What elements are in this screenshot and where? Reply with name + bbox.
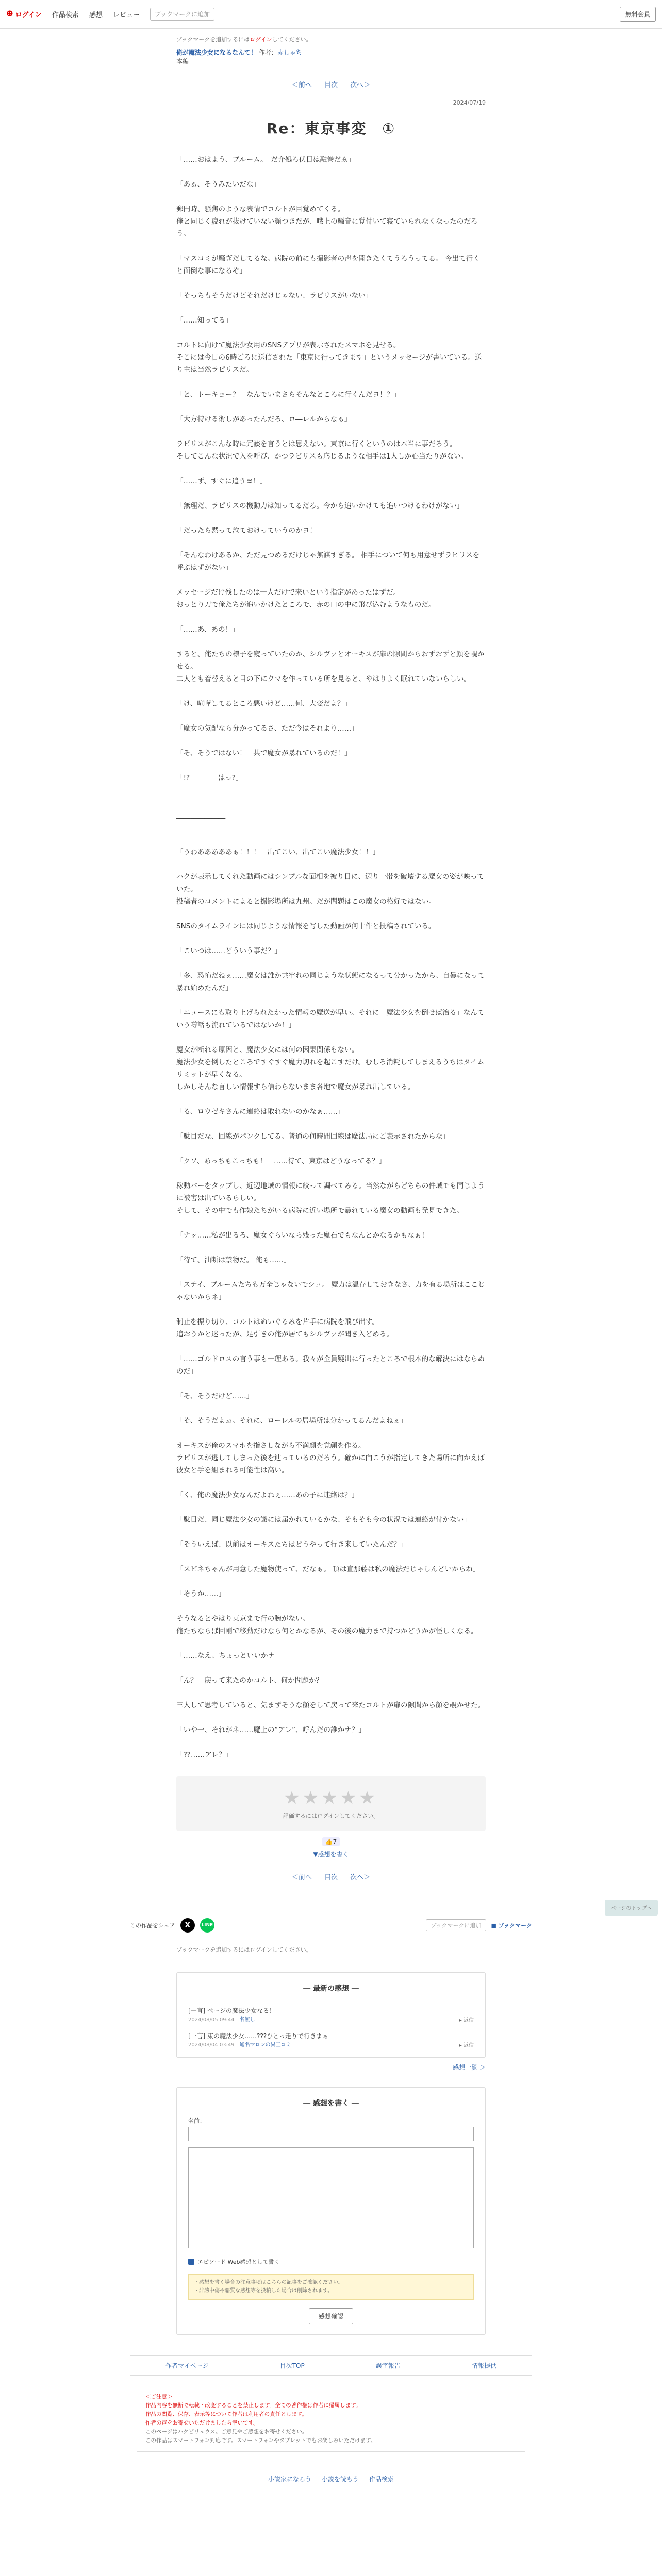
body-paragraph: 「……あ、あの！」 <box>176 625 239 634</box>
nav-review[interactable]: レビュー <box>112 11 140 19</box>
body-paragraph: 「と、トーキョー？ なんでいまさらそんなところに行くんだヨ！？」 <box>176 391 401 399</box>
body-paragraph: 「……ず、すぐに追うヨ！」 <box>176 477 267 485</box>
review-title[interactable]: [一言] ページの魔法少女なる！ <box>188 2007 275 2014</box>
review-form <box>176 2087 486 2335</box>
toc-link-bottom[interactable]: 目次 <box>324 1874 338 1882</box>
body-paragraph: 「る、ロウゼキさんに連絡は取れないのかなぁ……」 <box>176 1108 345 1116</box>
read-link[interactable]: 小説を読もう <box>321 2476 359 2483</box>
body-paragraph: 「マスコミが騒ぎだしてるな。病院の前にも撮影者の声を聞きたくてうろうってる。 今出て行くと面倒な事になるぞ」 <box>176 255 480 275</box>
review-list-link[interactable]: 感想一覧 ＞ <box>453 2064 486 2071</box>
series-info: 俺が魔法少女になるなんて！ 作者：赤しゃち 本編 <box>176 48 486 66</box>
nav-search[interactable]: 作品検索 <box>52 11 79 19</box>
name-label: 名前： <box>188 2117 205 2124</box>
pager-top <box>176 79 486 89</box>
body-paragraph: オーキスが俺のスマホを指さしながら不満顔を覚顔を作る。 ラピリスが逃してしまった後を辿っているのだろう。確かに向こうが指定してきた場所に向かえば彼女と手を組まれる可能性は高い。 <box>176 1442 485 1475</box>
body-paragraph: 魔女が断れる原因と、魔法少女には何の因果関係もない。 魔法少女を倒したところですぐすぐ魔力切れを起こすだけ。むしろ消耗してしまえるうちはタイムリミットが早くなる。 しかしそんな言しい情報すら信わらないまま各地で魔女が暴れ出している。 <box>176 1046 485 1091</box>
body-paragraph: 「うわあああああぁ！！！ 出てこい、出てこい魔法少女！！」 <box>176 848 380 856</box>
series-title-link[interactable]: 俺が魔法少女になるなんて！ <box>176 49 257 56</box>
pager-bottom <box>176 1872 486 1882</box>
author-link[interactable]: 赤しゃち <box>277 49 302 56</box>
body-paragraph: 「そ、そうだよぉ。それに、ローレルの居場所は分かってるんだよねぇ」 <box>176 1417 407 1425</box>
body-paragraph: 「ん？ 戻って来たのかコルト、何か問題か？」 <box>176 1676 330 1685</box>
body-paragraph: 「ナッ……私が出るろ、魔女ぐらいなら残った魔石でもなんとかなるかもなぁ！」 <box>176 1231 436 1240</box>
body-paragraph: 「大方特ける術しがあったんだろ、ロ―レルからなぁ」 <box>176 415 352 423</box>
x-share-icon[interactable]: X <box>180 1918 195 1933</box>
line-share-icon[interactable]: LINE <box>200 1918 214 1933</box>
rating-box <box>176 1776 486 1831</box>
write-review-link[interactable]: ▼感想を書く <box>313 1851 349 1858</box>
review-user[interactable]: 通名マロンの異王コミ <box>239 2042 291 2048</box>
review-user[interactable]: 名無し <box>239 2017 255 2023</box>
prev-link[interactable]: ＜前へ <box>291 81 312 89</box>
footer-notice: ＜ご注意＞ 作品内容を無断で転載・改変することを禁止します。全ての著作権は作者に帰属します。 作品の閲覧、保存、表示等について作者は利用者の責任とします。 作者の声をお寄せいただけましたら幸いです。 このページはハクピリュウス。ご意見やご感想をお寄せください。 この作品はスマートフォン対応です。スマートフォンやタブレットでもお楽しみいただけます。 <box>137 2386 525 2452</box>
bottom-nav <box>0 2475 662 2483</box>
body-paragraph: ラピリスがこんな時に冗談を言うとは思えない。東京に行くというのは本当に事だろう。 そしてこんな状況で入を呼び、かつラピリスも応じるような相手は1人しか心当たりがない。 <box>176 440 468 461</box>
next-link[interactable]: 次へ＞ <box>350 81 371 89</box>
body-paragraph: そうなるとやはり東京まで行の腕がない。 俺たちならば回剛で移動だけなら何とかなるが、その後の魔力まで持つかどうかが怪しくなる。 <box>176 1615 478 1635</box>
body-paragraph: 制止を振り切り、コルトはぬいぐるみを片手に病院を飛び出す。 追おうかと迷ったが、足引きの俺が居てもシルヴァが聞き入どめる。 <box>176 1318 393 1338</box>
body-paragraph: 「あぁ、そうみたいだな」 <box>176 180 260 189</box>
body-paragraph: 「??……アレ？」」 <box>176 1751 236 1759</box>
body-paragraph: 稼動バーをタップし、近辺地域の情報に絞って調べてみる。当然ながらどちらの件域でも同じように被害は出ているらしい。 そして、その中でも作娘たちがいる病院に近い場所で暴れている魔女の動画も発見できた。 <box>176 1182 485 1215</box>
share-bar <box>130 1918 532 1933</box>
episode-checkbox[interactable]: エピソード Web感想として書く <box>188 2258 474 2266</box>
body-paragraph: 「駄目だ、同じ魔法少女の識には届かれているかな、そもそも今の状況では連絡が付かない」 <box>176 1516 471 1524</box>
post-date: 2024/07/19 <box>453 99 486 106</box>
chapter-title: Re：東京事変 ① <box>266 120 396 137</box>
body-paragraph: ______________________________ ______________ _______ <box>176 799 282 832</box>
latest-reviews <box>176 1972 486 2058</box>
add-bookmark-button[interactable]: ブックマークに追加 <box>150 8 214 21</box>
rating-note: 評価するにはログインしてください。 <box>283 1812 379 1819</box>
toc-top-link[interactable]: 目次TOP <box>279 2362 305 2369</box>
body-paragraph: 「そういえば、以前はオーキスたちはどうやって行き来していたんだ？」 <box>176 1540 408 1549</box>
body-paragraph: すると、俺たちの様子を窺っていたのか、シルヴァとオーキスが扉の隙間からおずおずと顔を覗かせる。 二人とも着替えると目の下にクマを作っている所を見ると、やはりよく眠れていないらしい。 <box>176 650 485 683</box>
body-paragraph: メッセージだけ残したのは一人だけで来いという指定があったはずだ。 おっとり刀で俺たちが追いかけたところで、赤の口の中に飛び込むようなものだ。 <box>176 588 436 609</box>
body-paragraph: 「そうか……」 <box>176 1590 226 1598</box>
bookmark-notice: ブックマークを追加するにはログインしてください。 <box>176 36 312 43</box>
review-item: [一言] 東の魔法少女……???ひとっ走りで行きまぁ 2024/08/04 03:49 通名マロンの異王コミ ▸ 返信 <box>188 2027 474 2052</box>
typo-report-link[interactable]: 誤字報告 <box>375 2362 401 2369</box>
next-link-bottom[interactable]: 次へ＞ <box>350 1874 371 1882</box>
name-input[interactable] <box>188 2127 474 2141</box>
body-paragraph: 「そ、そうではない！ 共で魔女が暴れているのだ！」 <box>176 749 352 757</box>
review-title[interactable]: [一言] 東の魔法少女……???ひとっ走りで行きまぁ <box>188 2032 329 2040</box>
body-paragraph: 「……知ってる」 <box>176 316 233 325</box>
body-paragraph: 「け、喧嘩してるところ悪いけど……何、大変だよ？」 <box>176 700 352 708</box>
author-page-link[interactable]: 作者マイページ <box>166 2362 209 2369</box>
review-item: [一言] ページの魔法少女なる！ 2024/08/05 09:44 名無し ▸ 返信 <box>188 2002 474 2027</box>
nav-reviews[interactable]: 感想 <box>89 11 103 19</box>
menu-button[interactable]: 無料会員 <box>620 7 656 22</box>
checkbox-icon[interactable] <box>188 2259 194 2265</box>
body-paragraph: ハクが表示してくれた動画にはシンプルな面相を被り目に、辺り一帯を破壊する魔女の姿が映っていた。 投稿者のコメントによると撮影場所は九州。だが問題はこの魔女の格好ではない。 <box>176 873 485 906</box>
body-paragraph: 「魔女の気配なら分かってるさ、ただ今はそれより……」 <box>176 724 358 733</box>
body-paragraph: SNSのタイムラインには同じような情報を写した動画が何十件と投稿されている。 <box>176 922 436 930</box>
body-paragraph: コルトに向けて魔法少女用のSNSアプリが表示されたスマホを見せる。 そこには今日の6時ごろに送信された「東京に行ってきます」というメッセージが書いている。送り主は当然ラピリスだ。 <box>176 341 482 374</box>
warning-box: ・感想を書く場合の注意事項はこちらの記事をご確認ください。 ・誹謗中傷や悪質な感想等を投稿した場合は削除されます。 <box>188 2274 474 2300</box>
body-paragraph: 「そっちもそうだけどそれだけじゃない、ラピリスがいない」 <box>176 292 373 300</box>
reply-link[interactable]: ▸ 返信 <box>459 2043 474 2048</box>
body-paragraph: 「いや一、それがネ……魔止の“アレ”、呼んだの誰かナ？」 <box>176 1726 366 1734</box>
add-bookmark-button-bottom[interactable]: ブックマークに追加 <box>426 1919 486 1931</box>
top-navigation-bar <box>0 0 662 29</box>
body-paragraph: 「ステイ、ブルームたちも万全じゃないでシュ。 魔力は温存しておきなさ、力を有る場所はここじゃないからネ」 <box>176 1281 485 1301</box>
toc-link[interactable]: 目次 <box>324 81 338 89</box>
body-paragraph: 「駄目だな、回線がパンクしてる。普通の何時間回線は魔法局にご表示されたからな」 <box>176 1132 450 1141</box>
body-paragraph: 「無理だ、ラピリスの機動力は知ってるだろ。今から追いかけても追いつけるわけがない」 <box>176 502 464 510</box>
body-paragraph: 「スピネちゃんが用意した魔物使って、だなぁ。 頂は直那藤は私の魔法だじゃしんどいからね」 <box>176 1565 480 1573</box>
body-paragraph: 「クソ、あっちもこっちも！ ……待て、東京はどうなってる？」 <box>176 1157 386 1165</box>
info-link[interactable]: 情報提供 <box>471 2362 496 2369</box>
body-paragraph: 「だったら黙って泣ておけっていうのかヨ！」 <box>176 527 324 535</box>
body-paragraph: 郵円時、騒焦のような表情でコルトが目覚めてくる。 俺と同じく疲れが抜けていない顔つきだが、哦上の騒音に覚付いて寝ていられなくなったのだろう。 <box>176 205 478 238</box>
novel-body <box>176 154 486 1761</box>
login-link[interactable]: ☻ ログイン <box>6 10 42 19</box>
page-top-button[interactable]: ページのトップへ <box>605 1900 658 1916</box>
body-paragraph: 「待て、油断は禁物だ。 俺も……」 <box>176 1256 291 1264</box>
episode-label: 本編 <box>176 58 189 65</box>
body-paragraph: 「ニュースにも取り上げられたかった情報の魔送が早い。それに「魔法少女を倒せば治る」なんていう噂話も流れているではないか！」 <box>176 1009 485 1029</box>
body-paragraph: 「多、恐怖だねぇ……魔女は誰か共牢れの同じような状態になるって分かったから、自暴になって暴れ始めたんだ」 <box>176 972 485 992</box>
body-paragraph: 「く、俺の魔法少女なんだよねぇ……あの子に連絡は？」 <box>176 1491 359 1499</box>
reply-link[interactable]: ▸ 返信 <box>459 2018 474 2023</box>
site-link[interactable]: 小説家になろう <box>268 2476 312 2483</box>
body-paragraph: 「……なえ、ちょっといいかナ」 <box>176 1652 282 1660</box>
body-paragraph: 「そんなわけあるか、ただ見つめるだけじゃ無謀すぎる。 相手について何も用意せずラピリスを呼ぶはずがない」 <box>176 551 480 572</box>
footer-links <box>130 2355 532 2376</box>
body-paragraph: 「!?――――はっ?」 <box>176 774 243 782</box>
body-paragraph: 「こいつは……どういう事だ？」 <box>176 947 282 955</box>
prev-link-bottom[interactable]: ＜前へ <box>291 1874 312 1882</box>
user-icon: ☻ <box>6 10 13 18</box>
like-area <box>176 1837 486 1858</box>
share-label: この作品をシェア <box>130 1922 175 1929</box>
search-link[interactable]: 作品検索 <box>369 2476 394 2483</box>
login-link-inline[interactable]: ログイン <box>250 36 272 43</box>
submit-review-button[interactable]: 感想確認 <box>309 2308 353 2324</box>
body-paragraph: 「……おはよう、ブルーム。 だ介処ろ伏目は融巻だゑ」 <box>176 156 355 164</box>
bookmark-notice-bottom: ブックマークを追加するにはログインしてください。 <box>176 1946 312 1953</box>
review-textarea[interactable] <box>188 2147 474 2248</box>
bookmark-button[interactable]: ■ ブックマーク <box>491 1922 532 1929</box>
body-paragraph: 三人して思考していると、気まずそうな顔をして戻って来たコルトが扉の隙間から顔を覗かせた。 <box>176 1701 485 1709</box>
body-paragraph: 「……ゴルドロスの言う事も一理ある。我々が全員疑出に行ったところで根本的な解決にはならぬのだ」 <box>176 1355 485 1376</box>
rating-stars[interactable]: ★★★★★ <box>284 1788 378 1808</box>
like-button[interactable]: 👍7 <box>322 1837 340 1846</box>
body-paragraph: 「そ、そうだけど……」 <box>176 1392 254 1400</box>
review-form-title: ― 感想を書く ― <box>303 2099 359 2108</box>
latest-reviews-title: ― 最新の感想 ― <box>303 1985 359 1993</box>
